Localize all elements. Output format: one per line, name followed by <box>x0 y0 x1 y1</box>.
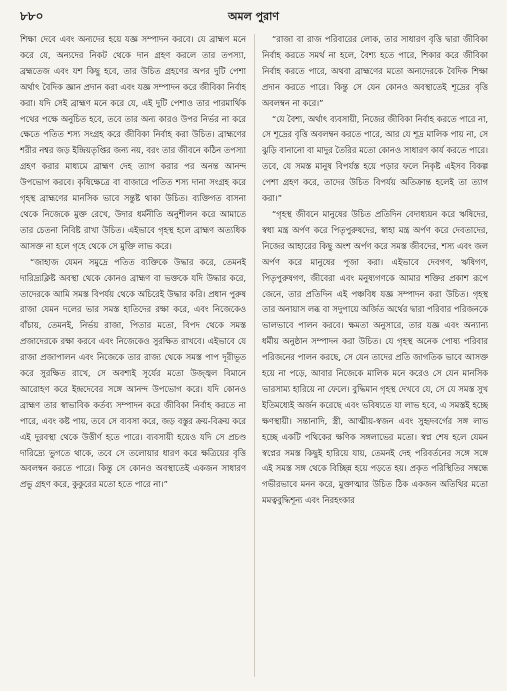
right-paragraph-1: “রাজা বা রাজ পরিবারের লোক, তার সাধারণ বৃত্তি দ্বারা জীবিকা নির্বাহ করতে সমর্থ না হলে, বৈশ্য হতে পারে, শিকার করে জীবিকা নির্বাহ করতে পারে, অথবা ব্রাহ্মণের মতো অন্যদেরকে বৈদিক শিক্ষা প্রদান করতে পারে। কিন্তু সে যেন কোনও অবস্থাতেই শূদ্রের বৃত্তি অবলম্বন না করে।” <box>262 34 488 108</box>
right-column <box>262 32 488 681</box>
left-paragraph-1: শিক্ষা দেবে এবং অন্যদের হয়ে যজ্ঞ সম্পাদন করবে। যে ব্রাহ্মণ মনে করে যে, অন্যদের নিকট থেকে দান গ্রহণ করলে তার তপস্যা, ব্রহ্মতেজ এবং যশ কিছু হবে, তার উচিত গ্রহণের অপর দুটি পেশা অর্থাৎ বৈদিক জ্ঞান প্রদান করা এবং যজ্ঞ সম্পাদন করে জীবিকা নির্বাহ করা। যদি সেই ব্রাহ্মণ মনে করে যে, এই দুটি পেশাও তার পারমার্থিক পথের পক্ষে অনুচিত হবে, তবে তার অন্য কারও উপর নির্ভর না করে ক্ষেতে পতিত শস্য সংগ্রহ করে জীবিকা নির্বাহ করা উচিত। ব্রাহ্মণের শরীর নশ্বর জড় ইন্দ্রিয়তৃপ্তির জন্য নয়, বরং তার জীবনে কঠিন তপস্যা গ্রহণ করার মাধ্যমে ব্রাহ্মণ দেহ ত্যাগ করার পর অনন্ত আনন্দ উপভোগ করবে। কৃষিক্ষেত্রে বা বাজারে পতিত শস্য দানা সংগ্রহ করে গৃহস্থ ব্রাহ্মণের মানসিক ভাবে সন্তুষ্ট থাকা উচিত। ব্যক্তিগত বাসনা থেকে নিজেকে মুক্ত রেখে, উদার ধর্মনীতি অনুশীলন করে আমাতে তার চেতনা নিবিষ্ট রাখা উচিত। এইভাবে গৃহস্থ হলে ব্রাহ্মণ অত্যধিক আসক্ত না হলে গৃহে থেকে সে মুক্তি লাভ করে। <box>20 34 246 251</box>
running-title: অমল পুরাণ <box>227 10 280 23</box>
page-number: ৮৮০ <box>20 9 44 23</box>
right-paragraph-3: “গৃহস্থ জীবনে মানুষের উচিত প্রতিদিন বেদাধ্যয়ন করে ঋষিদের, স্বধা মন্ত্র অর্পণ করে পিতৃপুরুষদের, স্বাহা মন্ত্র অর্পণ করে দেবতাদের, নিজের আহারের কিছু অংশ অর্পণ করে সমস্ত জীবদের, শস্য এবং জল অর্পণ করে মানুষের পূজা করা। এইভাবে দেবগণ, ঋষিগণ, পিতৃপুরুষগণ, জীবেরা এবং মনুষ্যগণকে আমার শক্তির প্রকাশ রূপে জেনে, তার প্রতিদিন এই পঞ্চবিধ যজ্ঞ সম্পাদন করা উচিত। গৃহস্থ তার অনায়াস লব্ধ বা সদুপায়ে অর্জিত অর্থের দ্বারা পরিবার পরিজনকে ভালভাবে পালন করবে। ক্ষমতা অনুসারে, তার যজ্ঞ এবং অন্যান্য ধর্মীয় অনুষ্ঠান সম্পাদন করা উচিত। যে গৃহস্থ অনেক পোষ্য পরিবার পরিজনের পালন করছে, সে যেন তাদের প্রতি জাগতিক ভাবে আসক্ত হয়ে না পড়ে, আবার নিজেকে মালিক মনে করেও সে যেন মানসিক ভারসাম্য হারিয়ে না ফেলে। বুদ্ধিমান গৃহস্থ দেখবে যে, সে যে সমস্ত সুখ ইতিমধ্যেই অর্জন করেছে এবং ভবিষ্যতে যা লাভ হবে, এ সমস্তই হচ্ছে ক্ষণস্থায়ী। সন্তানাদি, স্ত্রী, আত্মীয়-স্বজন এবং সুহৃদবর্গের সঙ্গ লাভ হচ্ছে একটি পথিকের ক্ষণিক সঙ্গলাভের মতো। স্বপ্ন শেষ হলে যেমন স্বপ্নের সমস্ত কিছুই হারিয়ে যায়, তেমনই দেহ পরিবর্তনের সঙ্গে সঙ্গে এই সমস্ত সঙ্গ থেকে বিচ্ছিন্ন হয়ে পড়তে হয়। প্রকৃত পরিস্থিতির সম্বন্ধে গভীরভাবে মনন করে, মুক্তাত্মার উচিত ঠিক একজন অতিথির মতো মমত্ববুদ্ধিশূন্য এবং নিরহংকার <box>262 208 488 506</box>
left-column <box>20 32 246 681</box>
right-paragraph-2: “যে বৈশ্য, অর্থাৎ ব্যবসায়ী, নিজের জীবিকা নির্বাহ করতে পারে না, সে শূদ্রের বৃত্তি অবলম্বন করতে পারে, আর যে শূদ্র মালিক পায় না, সে ঝুড়ি বানানো বা মাদুর তৈরির মতো কোনও সাধারণ কার্য করতে পারে। তবে, যে সমস্ত মানুষ বিপর্যস্ত হয়ে পড়ার ফলে নিকৃষ্ট এইসব বিকল্প পেশা গ্রহণ করে, তাদের উচিত বিপর্যয় অতিক্রান্ত হলেই তা ত্যাগ করা।” <box>262 113 488 204</box>
column-divider <box>254 34 255 677</box>
left-paragraph-2: “জাহাজ যেমন সমুদ্রে পতিত ব্যক্তিকে উদ্ধার করে, তেমনই দারিদ্র্যক্লিষ্ট অবস্থা থেকে কোনও ব্রাহ্মণ বা ভক্তকে যদি উদ্ধার করে, তাদেরকে আমি সমস্ত বিপর্যয় থেকে অচিরেই উদ্ধার করি। প্রধান পুরুষ রাজা যেমন দলের ভার সমস্ত হাতিদের রক্ষা করে, এবং নিজেকেও বাঁচায়, তেমনই, নির্ভয় রাজা, পিতার মতো, বিপদ থেকে সমস্ত প্রজাদেরকে রক্ষা করবে এবং নিজেকেও সুরক্ষিত রাখবে। এইভাবে যে রাজা প্রজাপালন এবং নিজেকে তার রাজ্য থেকে সমস্ত পাপ দূরীভূত করে সুরক্ষিত রাখে, সে অবশ্যই সূর্যের মতো উজ্জ্বল বিমানে আরোহণ করে ইন্দ্রদেবের সঙ্গে আনন্দ উপভোগ করে। যদি কোনও ব্রাহ্মণ তার স্বাভাবিক কর্তব্য সম্পাদন করে জীবিকা নির্বাহ করতে না পারে, এবং কষ্ট পায়, তবে সে ব্যবসা করে, জড় বস্তুর ক্রয়-বিক্রয় করে এই দুরবস্থা থেকে উত্তীর্ণ হতে পারে। ব্যবসায়ী হয়েও যদি সে প্রচণ্ড দারিদ্র্যে ভুগতে থাকে, তবে সে তলোয়ার ধারণ করে ক্ষত্রিয়ের বৃত্তি অবলম্বন করতে পারে। কিন্তু সে কোনও অবস্থাতেই একজন সাধারণ প্রভু গ্রহণ করে, কুকুরের মতো হতে পারে না।” <box>20 256 246 490</box>
